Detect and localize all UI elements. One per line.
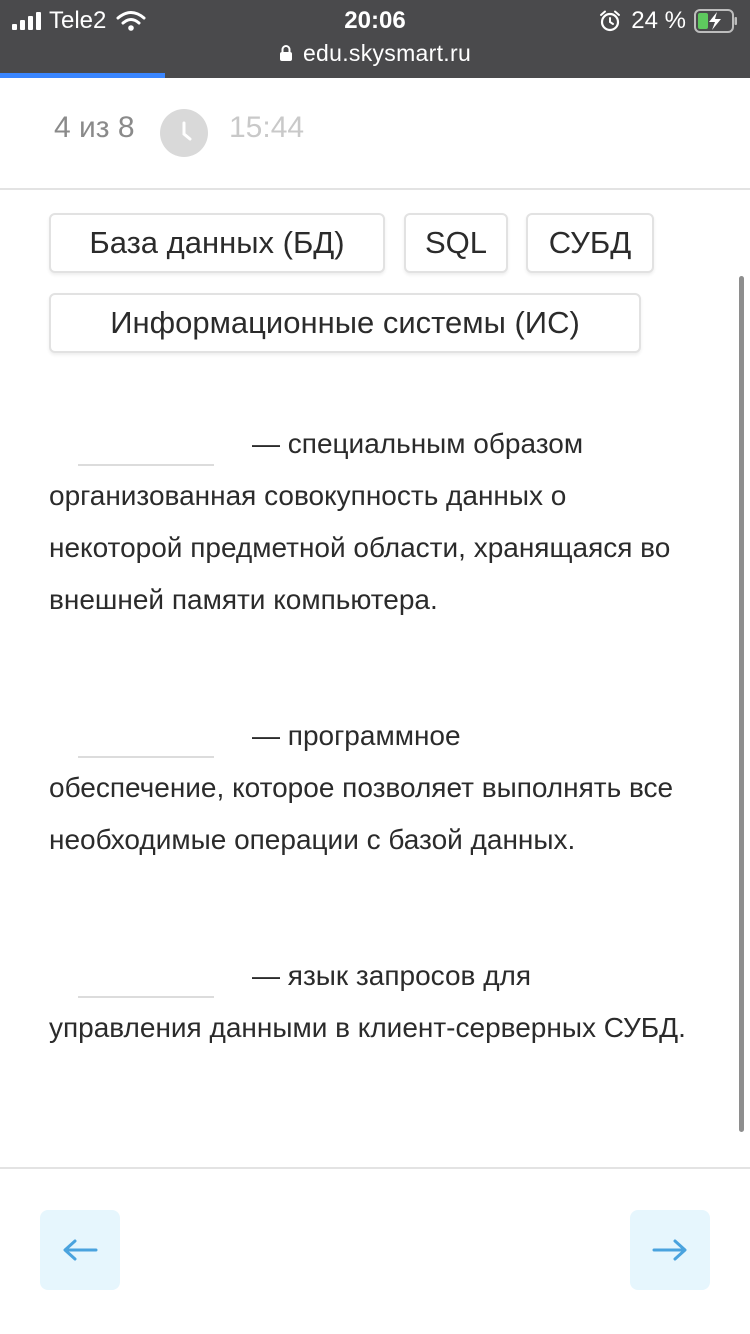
timer-value: 15:44	[229, 111, 305, 144]
scrollbar[interactable]	[739, 276, 744, 1132]
arrow-right-icon	[652, 1238, 688, 1262]
bottom-divider	[0, 1167, 750, 1169]
clock-icon	[160, 109, 208, 157]
drop-blank-3[interactable]	[78, 956, 214, 998]
sentence-3-lead: — язык запросов для	[252, 960, 532, 991]
url-text: edu.skysmart.ru	[302, 39, 472, 66]
carrier-name: Tele2	[49, 7, 107, 34]
answer-chip-db[interactable]: База данных (БД)	[49, 213, 385, 273]
browser-top-bar	[0, 0, 750, 78]
test-header	[0, 78, 750, 190]
drop-blank-2[interactable]	[78, 716, 214, 758]
sentence-2-text: обеспечение, которое позволяет выполнять все необходимые операции с базой данных.	[49, 772, 674, 855]
alarm-icon	[599, 10, 621, 32]
lock-icon	[279, 44, 293, 62]
status-right	[599, 6, 738, 36]
battery-charging-icon	[694, 9, 738, 33]
battery-percent: 24 %	[631, 7, 686, 34]
sentence-1-lead: — специальным образом	[252, 428, 584, 459]
arrow-left-icon	[62, 1238, 98, 1262]
sentence-2-lead: — программное	[252, 720, 461, 751]
next-button[interactable]	[630, 1210, 710, 1290]
status-time: 20:06	[344, 7, 406, 34]
answer-chip-is[interactable]: Информационные системы (ИС)	[49, 293, 641, 353]
address-bar[interactable]	[0, 38, 750, 68]
answer-chip-sql[interactable]: SQL	[404, 213, 508, 273]
drop-blank-1[interactable]	[78, 424, 214, 466]
answer-chip-dbms[interactable]: СУБД	[526, 213, 654, 273]
question-counter: 4 из 8	[54, 111, 135, 144]
sentence-3-text: управления данными в клиент-серверных СУБД.	[49, 1012, 686, 1043]
sentence-1-text: организованная совокупность данных о некоторой предметной области, хранящаяся во внешней памяти компьютера.	[49, 480, 671, 615]
previous-button[interactable]	[40, 1210, 120, 1290]
